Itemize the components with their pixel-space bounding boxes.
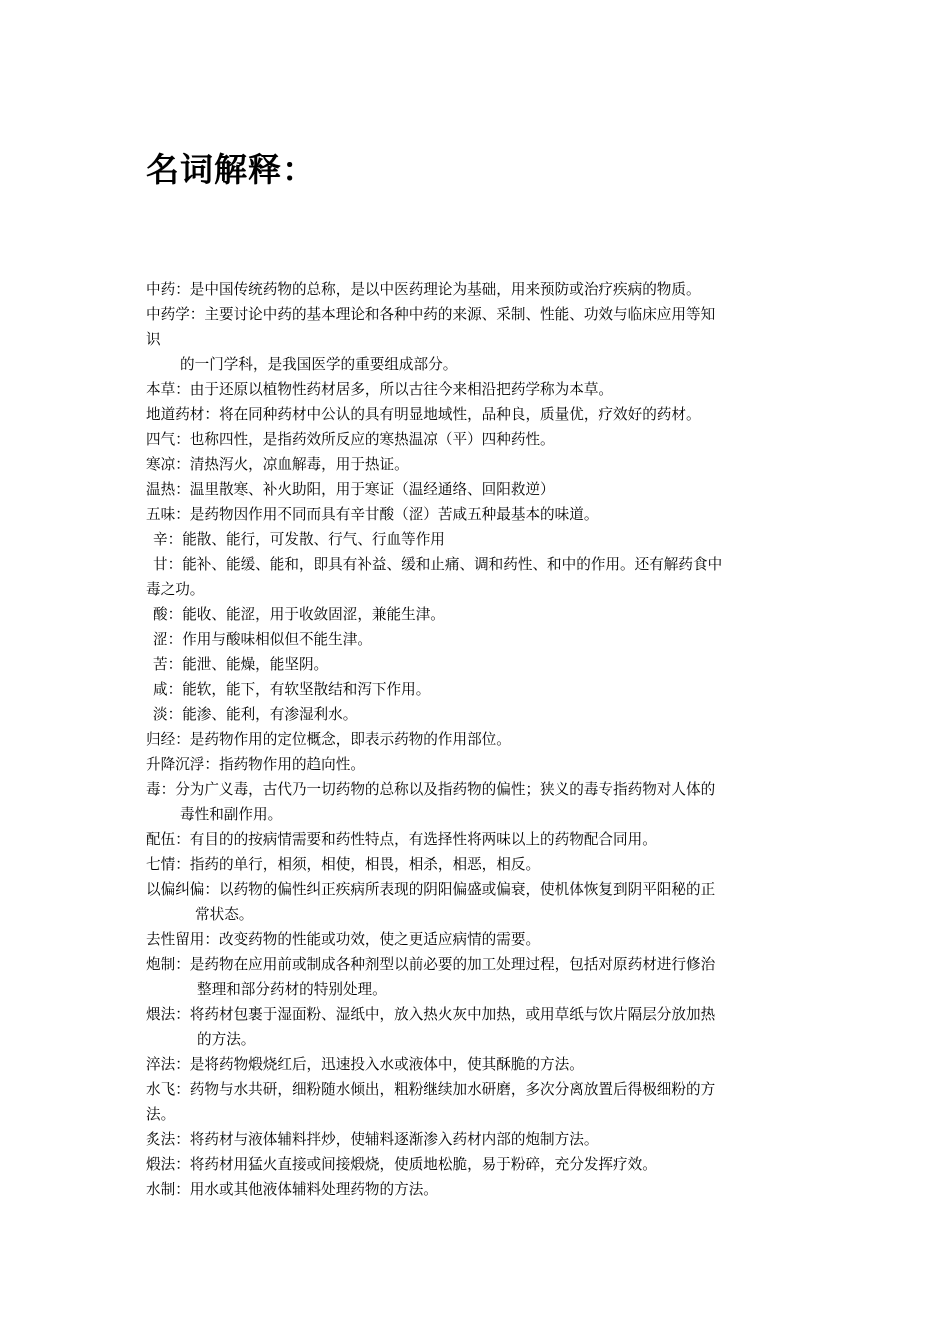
text-line: 苦：能泄、能燥，能坚阴。 [153,656,329,673]
text-line: 炙法：将药材与液体辅料拌炒，使辅料逐渐渗入药材内部的炮制方法。 [146,1131,599,1148]
text-line: 识 [146,331,161,348]
text-line: 四气：也称四性，是指药效所反应的寒热温凉（平）四种药性。 [146,431,555,448]
page-title: 名词解释： [146,150,316,189]
text-line: 去性留用：改变药物的性能或功效，使之更适应病情的需要。 [146,931,541,948]
text-line: 本草：由于还原以植物性药材居多，所以古往今来相沿把药学称为本草。 [146,381,614,398]
text-line: 地道药材：将在同种药材中公认的具有明显地域性，品种良，质量优，疗效好的药材。 [146,406,701,423]
text-line: 咸：能软，能下，有软坚散结和泻下作用。 [153,681,431,698]
text-line: 以偏纠偏：以药物的偏性纠正疾病所表现的阴阳偏盛或偏衰，使机体恢复到阴平阳秘的正 [146,881,716,898]
text-line: 毒性和副作用。 [180,806,283,823]
text-line: 煨法：将药材包裹于湿面粉、湿纸中，放入热火灰中加热，或用草纸与饮片隔层分放加热 [146,1006,716,1023]
text-line: 涩：作用与酸味相似但不能生津。 [153,631,372,648]
text-line: 整理和部分药材的特别处理。 [197,981,387,998]
text-line: 的方法。 [197,1031,256,1048]
text-line: 温热：温里散寒、补火助阳，用于寒证（温经通络、回阳救逆） [146,481,555,498]
text-line: 寒凉：清热泻火，凉血解毒，用于热证。 [146,456,409,473]
text-line: 五味：是药物因作用不同而具有辛甘酸（涩）苦咸五种最基本的味道。 [146,506,599,523]
text-line: 七情：指药的单行，相须，相使，相畏，相杀，相恶，相反。 [146,856,541,873]
text-line: 淡：能渗、能利，有渗湿利水。 [153,706,358,723]
text-line: 淬法：是将药物煅烧红后，迅速投入水或液体中，使其酥脆的方法。 [146,1056,584,1073]
text-line: 辛：能散、能行，可发散、行气、行血等作用 [153,531,445,548]
text-line: 常状态。 [195,906,254,923]
text-line: 法。 [146,1106,176,1123]
text-line: 中药学：主要讨论中药的基本理论和各种中药的来源、采制、性能、功效与临床应用等知 [146,306,716,323]
text-line: 甘：能补、能缓、能和，即具有补益、缓和止痛、调和药性、和中的作用。还有解药食中 [153,556,723,573]
text-line: 的一门学科，是我国医学的重要组成部分。 [180,356,458,373]
definitions-body [146,277,810,1202]
text-line: 升降沉浮：指药物作用的趋向性。 [146,756,365,773]
text-line: 配伍：有目的的按病情需要和药性特点，有选择性将两味以上的药物配合同用。 [146,831,657,848]
text-line: 毒：分为广义毒，古代乃一切药物的总称以及指药物的偏性；狭义的毒专指药物对人体的 [146,781,716,798]
text-line: 水飞：药物与水共研，细粉随水倾出，粗粉继续加水研磨，多次分离放置后得极细粉的方 [146,1081,716,1098]
text-line: 毒之功。 [146,581,205,598]
text-line: 炮制：是药物在应用前或制成各种剂型以前必要的加工处理过程，包括对原药材进行修治 [146,956,716,973]
text-line: 水制：用水或其他液体辅料处理药物的方法。 [146,1181,438,1198]
text-line: 中药：是中国传统药物的总称，是以中医药理论为基础，用来预防或治疗疾病的物质。 [146,281,701,298]
text-line: 煅法：将药材用猛火直接或间接煅烧，使质地松脆，易于粉碎，充分发挥疗效。 [146,1156,657,1173]
text-line: 归经：是药物作用的定位概念，即表示药物的作用部位。 [146,731,511,748]
text-line: 酸：能收、能涩，用于收敛固涩，兼能生津。 [153,606,445,623]
